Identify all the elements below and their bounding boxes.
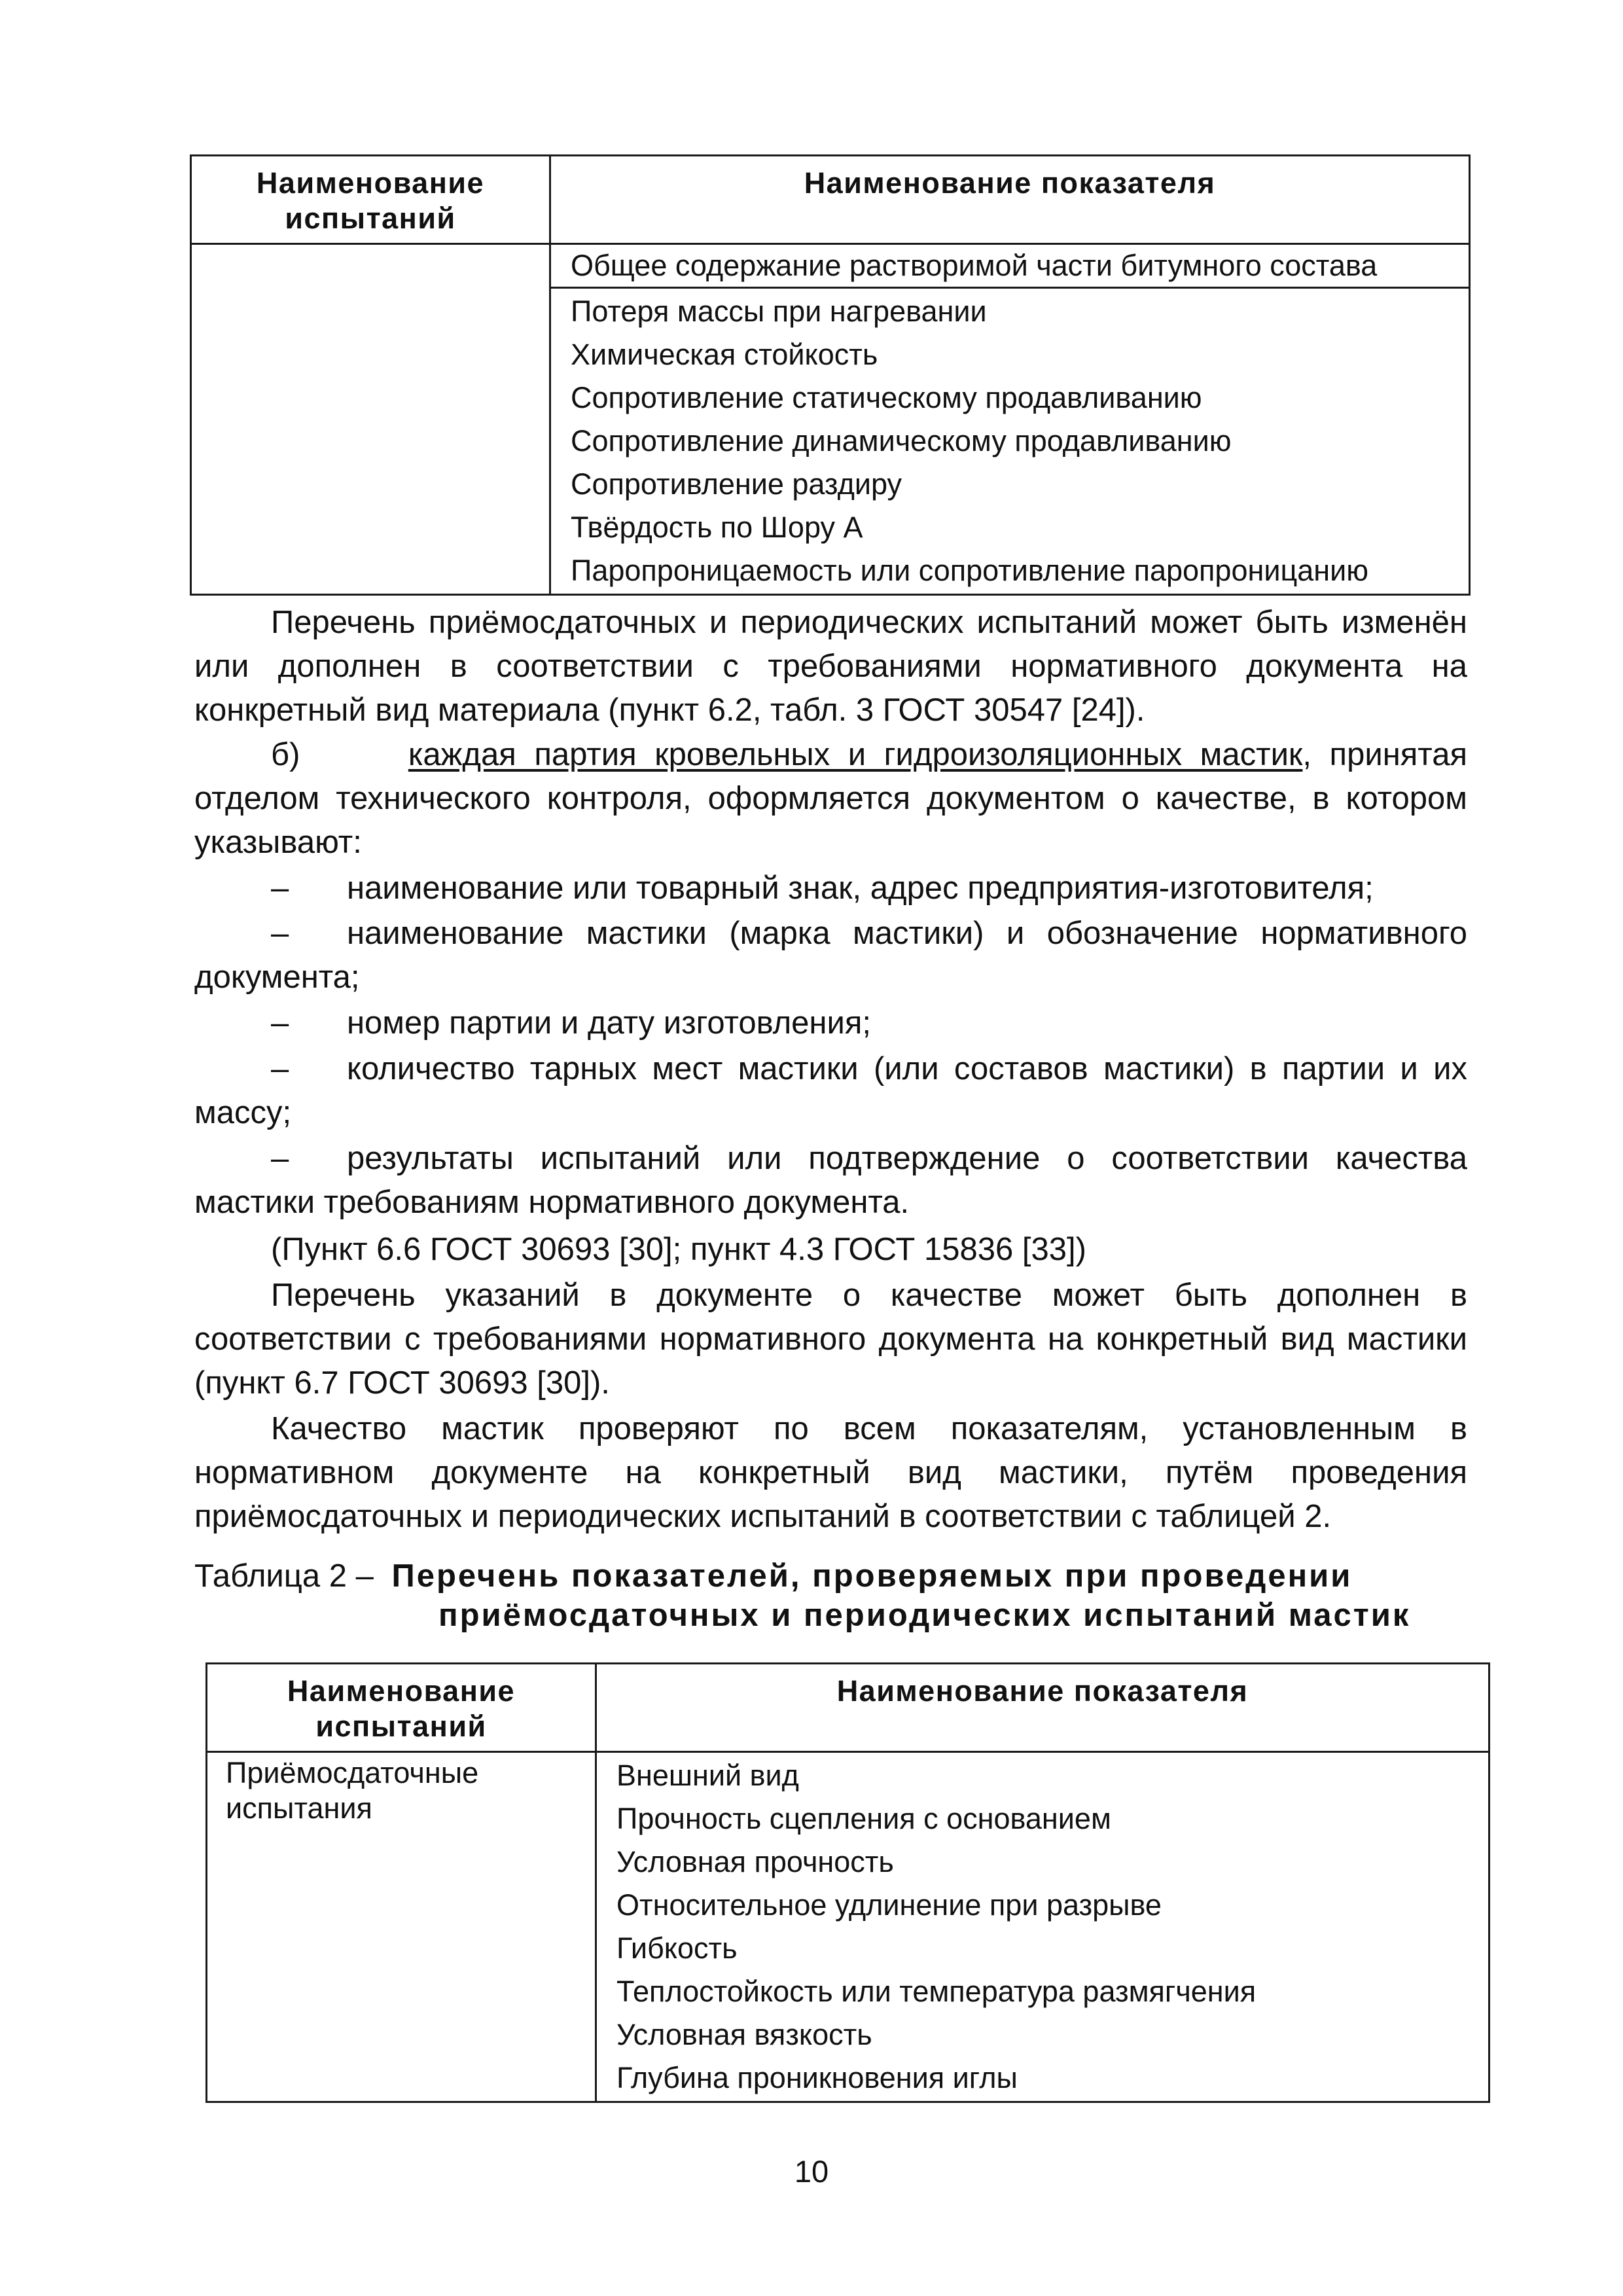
- table-1-item: Потеря массы при нагревании: [571, 295, 987, 328]
- table-2-item: Условная прочность: [616, 1845, 894, 1878]
- table-1-header-tests: Наименование испытаний: [191, 156, 550, 244]
- list-item: количество тарных мест мастики (или составов мастики) в партии и их массу;: [194, 1051, 1467, 1130]
- table-1-empty-cell: [191, 244, 550, 595]
- table-1-item: Твёрдость по Шору А: [571, 511, 863, 544]
- item-letter: б): [271, 737, 300, 772]
- table-1: [190, 154, 1471, 596]
- table-2-header-tests: Наименование испытаний: [207, 1664, 596, 1752]
- paragraph-test-list-change: Перечень приёмосдаточных и периодических испытаний может быть изменён или дополнен в соответствии с требованиями нормативного документа на конкретный вид материала (пункт 6.2, табл. 3 ГОСТ 30547 [24]).: [194, 605, 1467, 728]
- table-1-first-item: Общее содержание растворимой части битумного состава: [551, 245, 1469, 289]
- caption-title-line2: приёмосдаточных и периодических испытаний мастик: [438, 1598, 1411, 1633]
- paragraph-quality-additions: Перечень указаний в документе о качестве может быть дополнен в соответствии с требованиями нормативного документа на конкретный вид мастики (пункт 6.7 ГОСТ 30693 [30]).: [194, 1278, 1467, 1401]
- table-2-body-row: [207, 1752, 1489, 2102]
- dash-marker: –: [271, 916, 289, 951]
- table-1-item: Сопротивление раздиру: [571, 467, 902, 501]
- table-2-item: Прочность сцепления с основанием: [616, 1802, 1111, 1835]
- paragraph-quality-document: [194, 733, 1467, 865]
- table-1-body-row: [191, 244, 1470, 595]
- list-item: наименование или товарный знак, адрес предприятия-изготовителя;: [347, 870, 1374, 906]
- paragraph-reference: (Пункт 6.6 ГОСТ 30693 [30]; пункт 4.3 ГОСТ 15836 [33]): [271, 1232, 1086, 1267]
- table-1-indicator-cell: [550, 244, 1470, 595]
- table-2-header-indicator: Наименование показателя: [596, 1664, 1489, 1752]
- table-2-header-row: [207, 1664, 1489, 1752]
- table-1-item: Сопротивление статическому продавливанию: [571, 381, 1202, 414]
- table-1-item: Сопротивление динамическому продавливанию: [571, 424, 1232, 457]
- table-2-item: Внешний вид: [616, 1759, 799, 1792]
- table-1-item: Химическая стойкость: [571, 338, 878, 371]
- dash-marker: –: [271, 1005, 289, 1041]
- list-item: наименование мастики (марка мастики) и обозначение нормативного документа;: [194, 916, 1467, 995]
- table-1-header-row: [191, 156, 1470, 244]
- table-1-item: Паропроницаемость или сопротивление паропроницанию: [571, 554, 1368, 587]
- table-1-header-indicator: Наименование показателя: [550, 156, 1470, 244]
- list-item: результаты испытаний или подтверждение о соответствии качества мастики требованиям нормативного документа.: [194, 1141, 1467, 1220]
- dash-marker: –: [271, 1051, 289, 1086]
- list-item: номер партии и дату изготовления;: [347, 1005, 872, 1041]
- table-2-caption: [194, 1556, 1352, 1596]
- paragraph-quality-check: Качество мастик проверяют по всем показателям, установленным в нормативном документе на конкретный вид мастики, путём проведения приёмосдаточных и периодических испытаний в соответствии с таблицей 2.: [194, 1411, 1467, 1534]
- table-1-item-list: [551, 289, 1469, 594]
- table-2: [205, 1662, 1490, 2103]
- caption-label: Таблица 2 –: [194, 1558, 374, 1594]
- dash-marker: –: [271, 1141, 289, 1176]
- table-2-item: Гибкость: [616, 1931, 738, 1965]
- table-2-item: Относительное удлинение при разрыве: [616, 1888, 1162, 1922]
- caption-title-line1: Перечень показателей, проверяемых при проведении: [391, 1558, 1353, 1594]
- dash-marker: –: [271, 870, 289, 906]
- table-2-item: Условная вязкость: [616, 2018, 872, 2051]
- page-number: 10: [794, 2154, 829, 2189]
- paragraph-rest: , принятая отделом технического контроля, оформляется документом о качестве, в котором указывают:: [194, 737, 1467, 860]
- table-2-item: Глубина проникновения иглы: [616, 2061, 1018, 2094]
- table-2-row-label: Приёмосдаточные испытания: [207, 1752, 596, 2102]
- table-2-item: Теплостойкость или температура размягчения: [616, 1975, 1257, 2008]
- table-2-indicator-cell: [596, 1752, 1489, 2102]
- table-2-item-list: [597, 1753, 1488, 2101]
- underlined-phrase: каждая партия кровельных и гидроизоляционных мастик: [408, 737, 1303, 772]
